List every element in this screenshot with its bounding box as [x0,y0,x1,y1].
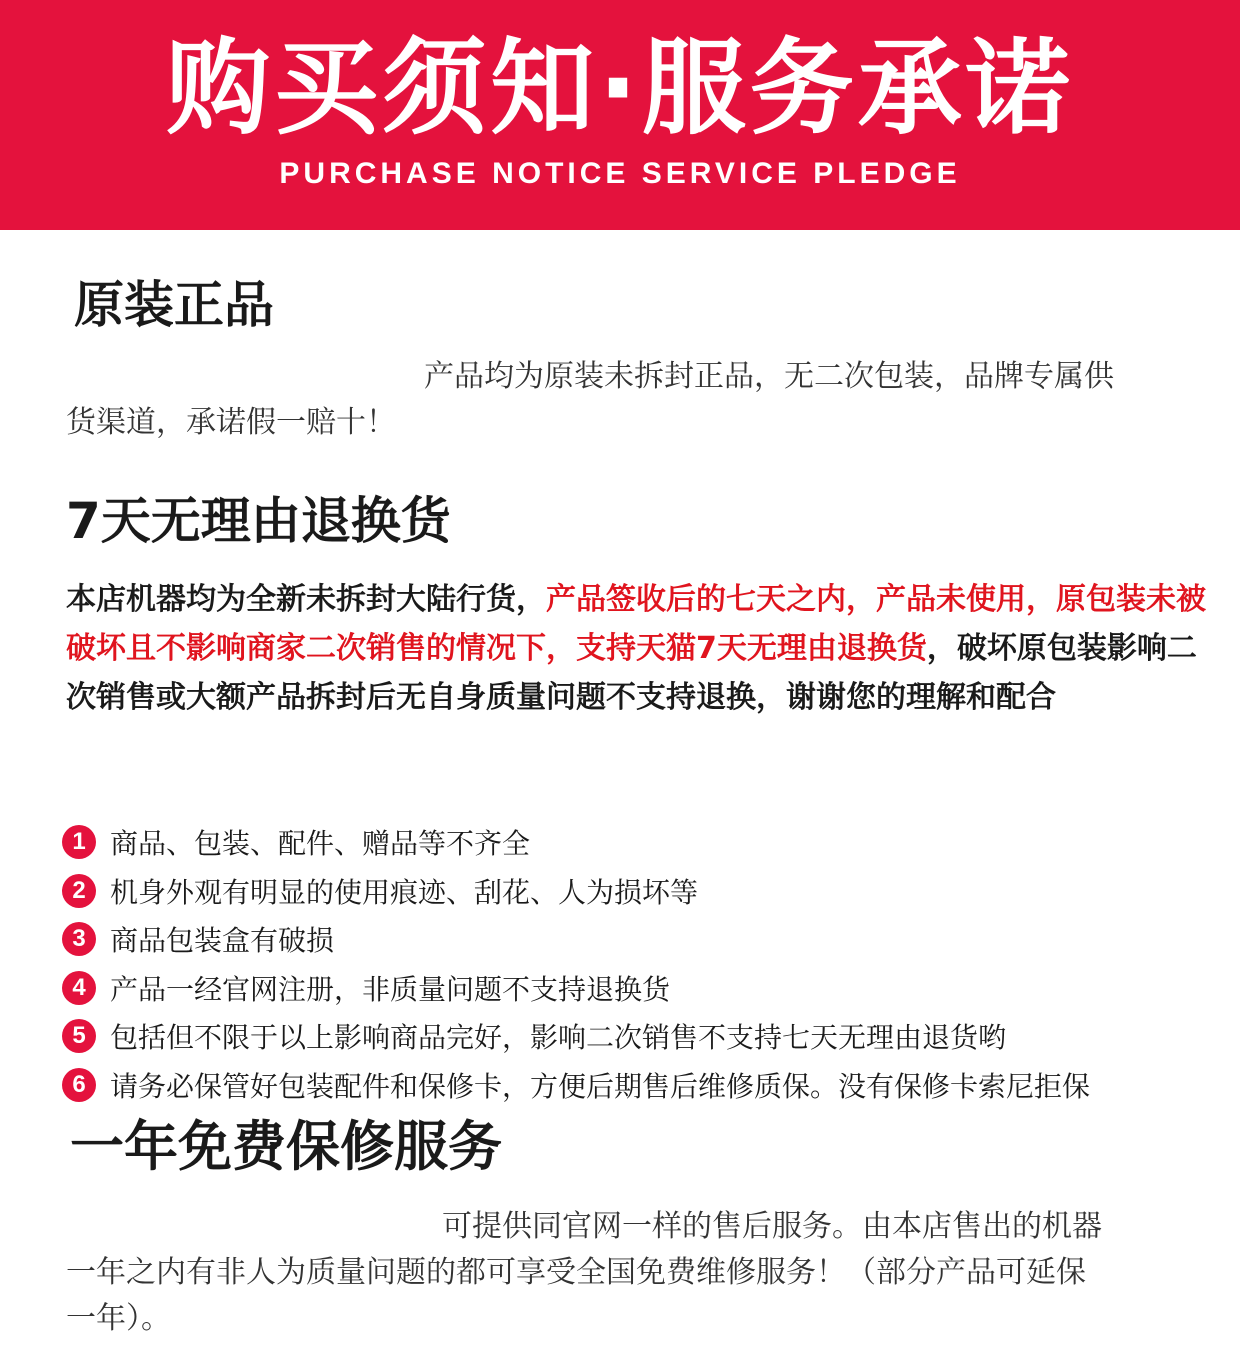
list-item [62,1012,1090,1061]
returns-policy-paragraph [66,575,1226,722]
number-badge-icon: 3 [62,922,96,956]
returns-policy-text-1: 本店机器均为全新未拆封大陆行货， [66,582,546,617]
list-item-text: 产品一经官网注册，非质量问题不支持退换货 [110,972,671,1006]
return-exclusions-list [62,818,1090,1109]
section-heading-returns: 7天无理由退换货 [66,492,451,550]
number-badge-icon: 5 [62,1019,96,1053]
list-item [62,867,1090,916]
banner-title: 购买须知·服务承诺 [166,27,1074,149]
warranty-text-line-1: 可提供同官网一样的售后服务。由本店售出的机器 [442,1209,1102,1244]
warranty-text-line-2: 一年之内有非人为质量问题的都可享受全国免费维修服务！（部分产品可延保 [66,1255,1086,1290]
list-item-text: 商品、包装、配件、赠品等不齐全 [110,827,531,861]
returns-policy-text-2: ，破坏原包装影响二次销售或大额产品拆封后无自身质量问题不支持退换，谢谢您的理解和配合 [66,631,1197,715]
returns-policy-highlight: 产品签收后的七天之内，产品未使用，原包装未被破坏且不影响商家二次销售的情况下，支持天猫7天无理由退换货 [66,582,1206,666]
number-badge-icon: 2 [62,874,96,908]
list-item [62,964,1090,1013]
list-item-text: 包括但不限于以上影响商品完好，影响二次销售不支持七天无理由退货哟 [110,1021,1007,1055]
list-item-text: 商品包装盒有破损 [110,924,335,958]
list-item-text: 请务必保管好包装配件和保修卡，方便后期售后维修质保。没有保修卡索尼拒保 [110,1069,1091,1103]
banner-subtitle: PURCHASE NOTICE SERVICE PLEDGE [279,157,961,190]
number-badge-icon: 1 [62,825,96,859]
number-badge-icon: 6 [62,1068,96,1102]
list-item [62,1061,1090,1110]
list-item [62,818,1090,867]
header-banner [0,0,1240,230]
section-heading-genuine: 原装正品 [74,276,274,334]
list-item-text: 机身外观有明显的使用痕迹、刮花、人为损坏等 [110,875,699,909]
warranty-text-line-3: 一年）。 [66,1301,171,1336]
genuine-text-line-1: 产品均为原装未拆封正品，无二次包装，品牌专属供 [424,359,1114,394]
genuine-text-line-2: 货渠道，承诺假一赔十！ [66,405,396,440]
number-badge-icon: 4 [62,971,96,1005]
section-heading-warranty: 一年免费保修服务 [70,1115,502,1178]
list-item [62,915,1090,964]
